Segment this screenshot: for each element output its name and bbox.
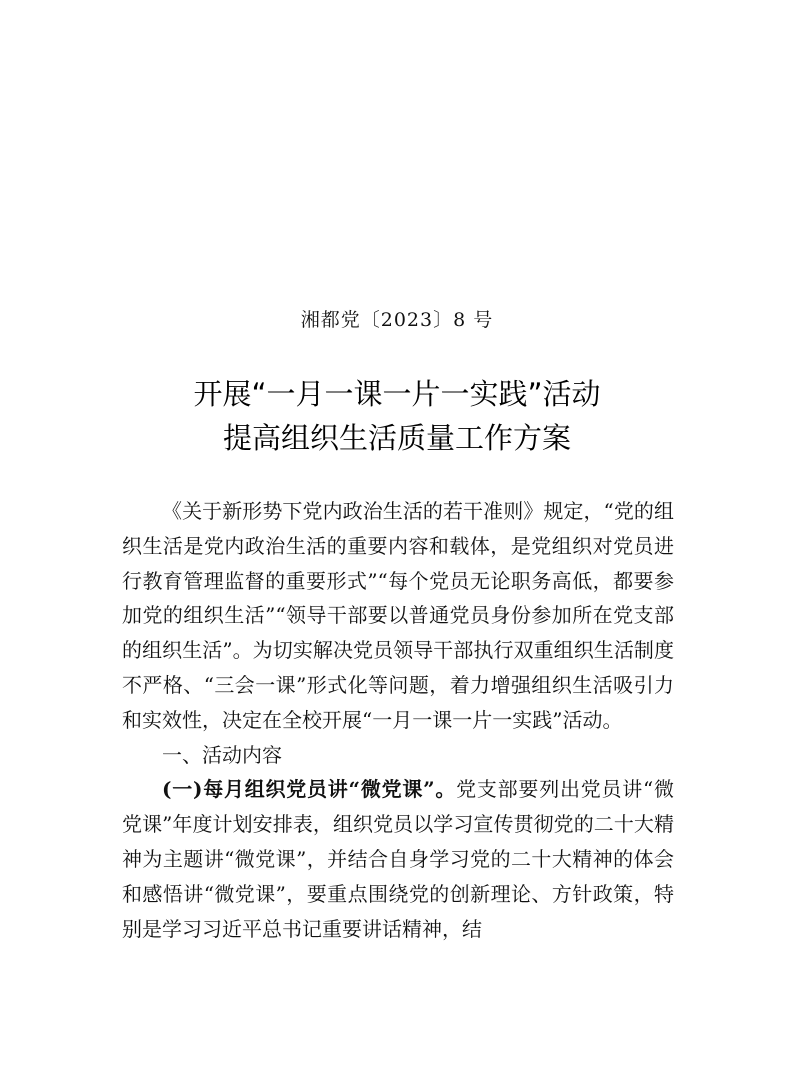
subsection-text: 党支部要列出党员讲“微党课”年度计划安排表，组织党员以学习宣传贯彻党的二十大精神为主题讲“微党课”，并结合自身学习党的二十大精神的体会和感悟讲“微党课”，要重点围绕党的创新理论、方针政策，特别是学习习近平总书记重要讲话精神，结 xyxy=(122,777,674,941)
document-title xyxy=(0,372,794,460)
title-line-2: 提高组织生活质量工作方案 xyxy=(222,421,571,455)
subsection-paragraph xyxy=(122,772,674,946)
document-number: 湘都党〔2023〕8 号 xyxy=(300,309,494,331)
section-heading-activity-content: 一、活动内容 xyxy=(162,742,282,767)
subsection-heading: (一)每月组织党员讲“微党课”。 xyxy=(162,777,457,802)
intro-paragraph: 《关于新形势下党内政治生活的若干准则》规定，“党的组织生活是党内政治生活的重要内容和载体，是党组织对党员进行教育管理监督的重要形式”“每个党员无论职务高低，都要参加党的组织生活”“领导干部要以普通党员身份参加所在党支部的组织生活”。为切实解决党员领导干部执行双重组织生活制度不严格、“三会一课”形式化等问题，着力增强组织生活吸引力和实效性，决定在全校开展“一月一课一片一实践”活动。 xyxy=(122,499,674,732)
title-line-1: 开展“一月一课一片一实践”活动 xyxy=(193,377,601,411)
document-body xyxy=(122,494,674,946)
